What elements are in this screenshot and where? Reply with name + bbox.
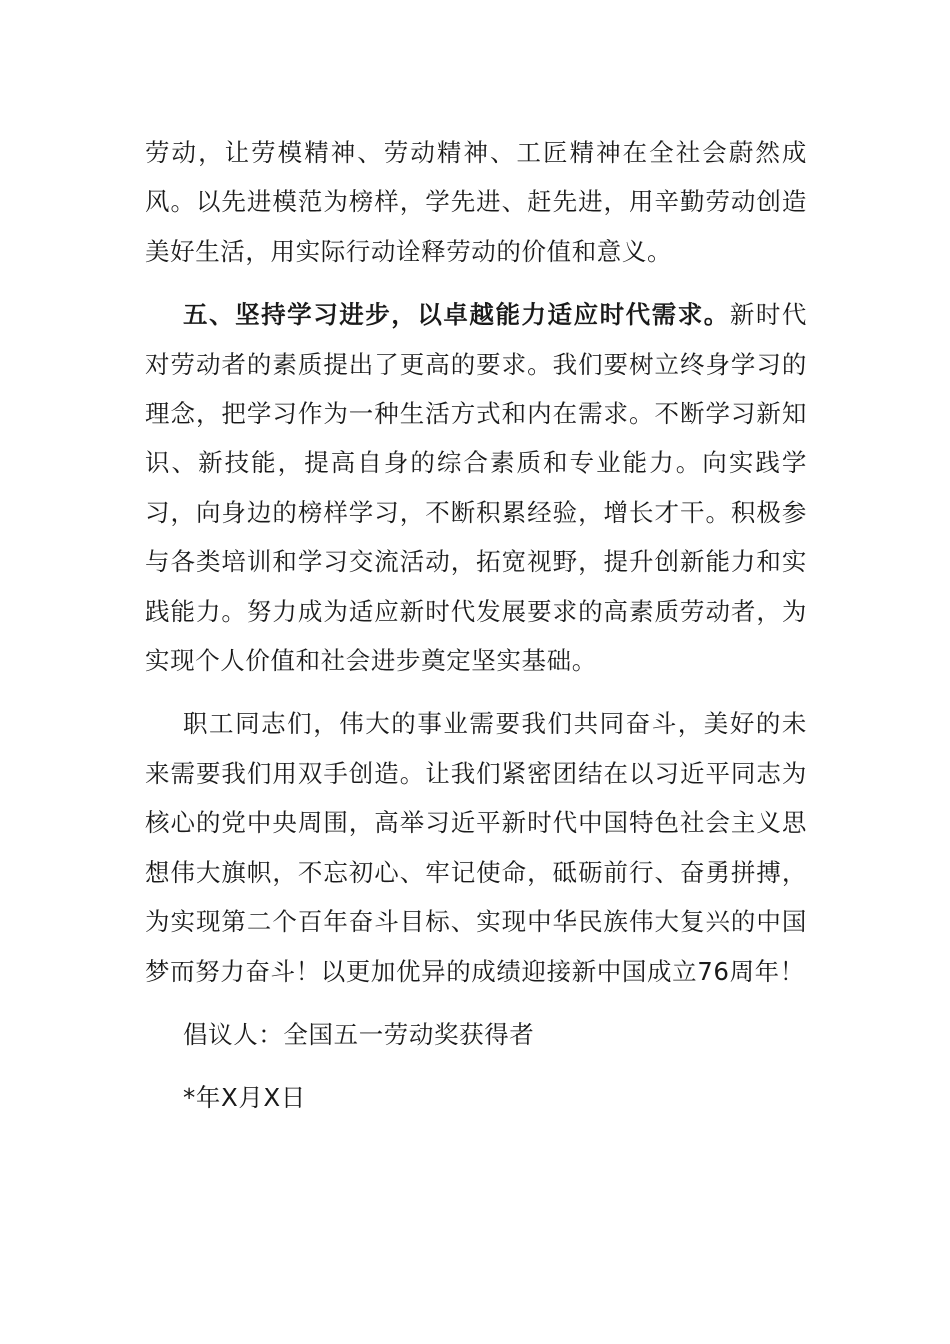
paragraph-text: 新时代对劳动者的素质提出了更高的要求。我们要树立终身学习的理念，把学习作为一种生活方式和内在需求。不断学习新知识、新技能，提高自身的综合素质和专业能力。向实践学习，向身边的榜样学习，不断积累经验，增长才干。积极参与各类培训和学习交流活动，拓宽视野，提升创新能力和实践能力。努力成为适应新时代发展要求的高素质劳动者，为实现个人价值和社会进步奠定坚实基础。 [145, 300, 807, 676]
date-line: *年X月X日 [183, 1083, 306, 1113]
paragraph-text: 职工同志们，伟大的事业需要我们共同奋斗，美好的未来需要我们用双手创造。让我们紧密团结在以习近平同志为核心的党中央周围，高举习近平新时代中国特色社会主义思想伟大旗帜，不忘初心、牢记使命，砥砺前行、奋勇拼搏，为实现第二个百年奋斗目标、实现中华民族伟大复兴的中国梦而努力奋斗！以更加优异的成绩迎接新中国成立76周年！ [145, 709, 807, 986]
section-heading: 五、坚持学习进步，以卓越能力适应时代需求。 [183, 300, 730, 330]
document-body [145, 128, 807, 1137]
paragraph-continued [145, 128, 807, 276]
signature-line: 倡议人：全国五一劳动奖获得者 [183, 1019, 535, 1049]
paragraph-closing [145, 699, 807, 995]
paragraph-text: 劳动，让劳模精神、劳动精神、工匠精神在全社会蔚然成风。以先进模范为榜样，学先进、赶先进，用辛勤劳动创造美好生活，用实际行动诠释劳动的价值和意义。 [145, 138, 807, 266]
paragraph-section-five [145, 290, 807, 685]
